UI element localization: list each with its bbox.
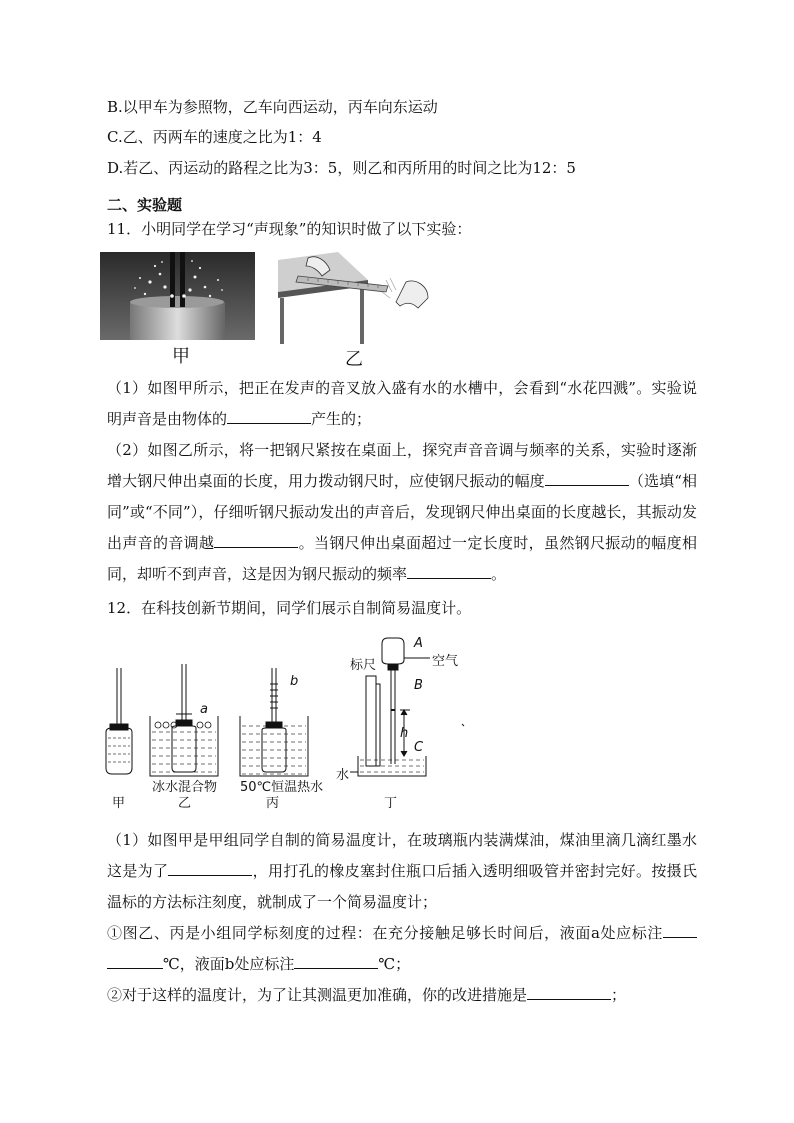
label-ice: 冰水混合物	[152, 780, 218, 795]
q11-stem: 11．小明同学在学习“声现象”的知识时做了以下实验：	[107, 220, 472, 238]
answer-blank[interactable]	[294, 952, 378, 969]
label-a: a	[200, 702, 208, 717]
q12-sub2-text-b: ；	[611, 986, 627, 1004]
bottle-jia	[106, 668, 132, 774]
q11-part2-text-b: （选填“相同”或“不同”），仔细听钢尺振动发出的声音后，发现钢尺伸出桌面的长度越长，其振动发出声音的音调越	[107, 472, 697, 552]
label-hot: 50℃恒温热水	[240, 780, 324, 795]
fig-yi-caption: 乙	[345, 349, 363, 370]
label-B: B	[414, 678, 423, 693]
q12-part1-text-a: （1）如图甲是甲组同学自制的简易温度计，在玻璃瓶内装满煤油，煤油里滴几滴红墨水这是为了	[107, 831, 697, 880]
fig-jia-caption: 甲	[172, 346, 190, 367]
q12-stem: 12．在科技创新节期间，同学们展示自制简易温度计。	[107, 599, 472, 617]
q12-sub2-text-a: ②对于这样的温度计，为了让其测温更加准确，你的改进措施是	[107, 986, 528, 1004]
fig-label-ding: 丁	[384, 796, 398, 811]
q11-part2-text-c: 。当钢尺伸出桌面超过一定长度时，虽然钢尺振动的幅度相同，却听不到声音，这是因为钢尺振动的频率	[107, 534, 697, 583]
tuning-fork-photo	[100, 252, 255, 340]
q12-part1	[107, 825, 697, 918]
answer-blank[interactable]	[214, 531, 298, 548]
q12-sub1-text-c: ℃；	[378, 955, 411, 973]
label-air: 空气	[432, 654, 459, 669]
q12-sub1	[107, 918, 697, 980]
option-d: D.若乙、丙运动的路程之比为3：5，则乙和丙所用的时间之比为12：5	[107, 159, 576, 177]
q11-part1-text-b: 产生的；	[311, 410, 372, 428]
answer-blank[interactable]	[407, 562, 491, 579]
q12-sub2	[107, 980, 697, 1011]
label-b: b	[290, 674, 299, 689]
q11-part2-text-a: （2）如图乙所示，将一把钢尺紧按在桌面上，探究声音音调与频率的关系，实验时逐渐增大钢尺伸出桌面的长度，用力拨动钢尺时，应使钢尺振动的幅度	[107, 441, 697, 490]
q11-part1	[107, 373, 697, 435]
option-b: B.以甲车为参照物，乙车向西运动，丙车向东运动	[107, 98, 438, 116]
bottle-yi	[150, 664, 218, 776]
q11-part2-text-d: 。	[491, 565, 507, 583]
fig-label-yi: 乙	[178, 796, 192, 811]
answer-blank[interactable]	[545, 469, 629, 486]
answer-blank[interactable]	[107, 952, 163, 969]
ruler-on-table-figure	[278, 252, 438, 344]
q12-part1-text-b: ，用打孔的橡皮塞封住瓶口后插入透明细吸管并密封完好。按摄氏温标的方法标注刻度，就制成了一个简易温度计；	[107, 862, 697, 911]
q12-sub1-text-b: ℃，液面b处应标注	[163, 955, 295, 973]
q12-sub1-text-a: ①图乙、丙是小组同学标刻度的过程：在充分接触足够长时间后，液面a处应标注	[107, 924, 663, 942]
label-h: h	[400, 726, 409, 741]
section-heading: 二、实验题	[107, 196, 183, 214]
answer-blank[interactable]	[527, 983, 611, 1000]
answer-blank[interactable]	[168, 859, 252, 876]
label-ruler: 标尺	[350, 658, 377, 673]
option-c: C.乙、丙两车的速度之比为1：4	[107, 128, 322, 146]
label-A: A	[414, 636, 423, 651]
answer-blank[interactable]	[663, 921, 697, 938]
q11-part2	[107, 435, 697, 590]
label-C: C	[414, 740, 424, 755]
fig-label-bing: 丙	[266, 796, 280, 811]
q11-part1-text-a: （1）如图甲所示，把正在发声的音叉放入盛有水的水槽中，会看到“水花四溅”。实验说明声音是由物体的	[107, 379, 697, 428]
label-water: 水	[336, 768, 350, 783]
thermometer-figures	[100, 628, 480, 811]
answer-blank[interactable]	[227, 407, 311, 424]
fig-label-jia: 甲	[112, 796, 126, 811]
